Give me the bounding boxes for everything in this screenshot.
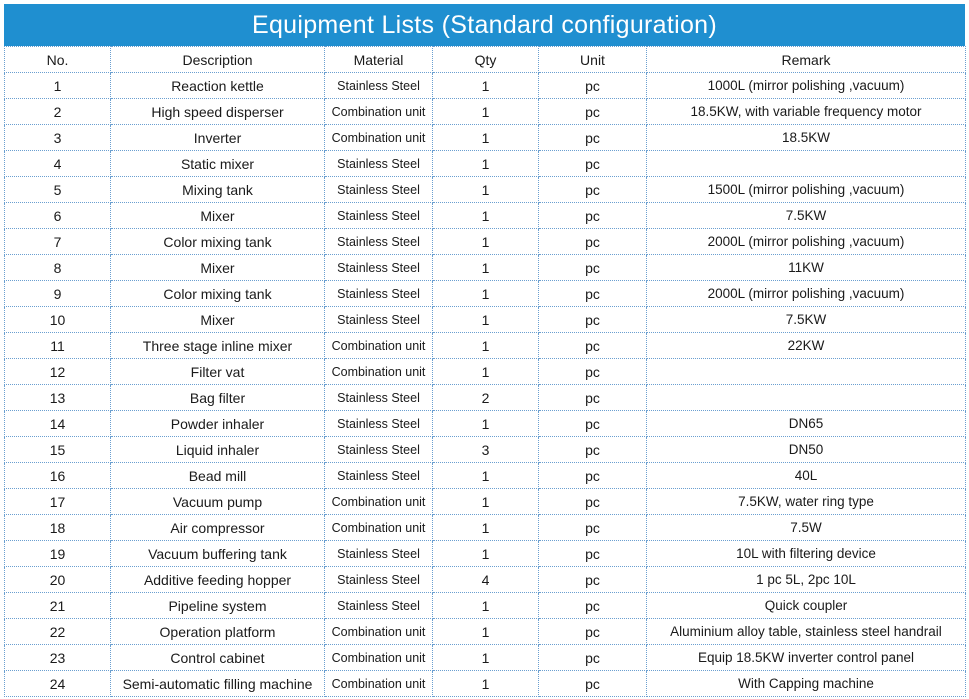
cell-unit: pc [539,125,647,151]
cell-unit: pc [539,385,647,411]
cell-material: Combination unit [325,619,433,645]
cell-remark: 7.5KW [647,203,966,229]
cell-qty: 1 [433,619,539,645]
cell-remark [647,385,966,411]
cell-unit: pc [539,411,647,437]
cell-qty: 1 [433,281,539,307]
cell-material: Stainless Steel [325,73,433,99]
table-header-row [5,47,966,73]
cell-remark: Equip 18.5KW inverter control panel [647,645,966,671]
cell-no: 13 [5,385,111,411]
cell-remark: Quick coupler [647,593,966,619]
cell-material: Combination unit [325,99,433,125]
table-row [5,593,966,619]
cell-remark: 1500L (mirror polishing ,vacuum) [647,177,966,203]
cell-unit: pc [539,307,647,333]
cell-description: Color mixing tank [111,281,325,307]
cell-unit: pc [539,281,647,307]
column-header-no: No. [5,47,111,73]
cell-no: 5 [5,177,111,203]
column-header-description: Description [111,47,325,73]
table-row [5,515,966,541]
cell-description: Static mixer [111,151,325,177]
cell-description: Filter vat [111,359,325,385]
equipment-table [4,46,966,697]
cell-unit: pc [539,73,647,99]
cell-no: 23 [5,645,111,671]
cell-qty: 1 [433,333,539,359]
cell-unit: pc [539,255,647,281]
cell-material: Combination unit [325,515,433,541]
table-row [5,541,966,567]
cell-remark: DN65 [647,411,966,437]
cell-no: 20 [5,567,111,593]
cell-unit: pc [539,593,647,619]
cell-qty: 1 [433,99,539,125]
cell-description: Bead mill [111,463,325,489]
cell-no: 7 [5,229,111,255]
cell-material: Stainless Steel [325,567,433,593]
cell-no: 19 [5,541,111,567]
cell-qty: 1 [433,255,539,281]
cell-no: 12 [5,359,111,385]
cell-remark: 18.5KW [647,125,966,151]
cell-remark: DN50 [647,437,966,463]
cell-material: Stainless Steel [325,463,433,489]
cell-material: Stainless Steel [325,385,433,411]
cell-unit: pc [539,333,647,359]
cell-qty: 1 [433,307,539,333]
cell-qty: 1 [433,671,539,697]
cell-description: Three stage inline mixer [111,333,325,359]
cell-material: Stainless Steel [325,229,433,255]
cell-qty: 1 [433,411,539,437]
cell-qty: 3 [433,437,539,463]
cell-unit: pc [539,645,647,671]
cell-description: Liquid inhaler [111,437,325,463]
cell-material: Stainless Steel [325,593,433,619]
column-header-unit: Unit [539,47,647,73]
cell-description: Bag filter [111,385,325,411]
cell-remark: With Capping machine [647,671,966,697]
cell-qty: 1 [433,593,539,619]
cell-unit: pc [539,619,647,645]
table-row [5,463,966,489]
cell-description: Vacuum pump [111,489,325,515]
cell-unit: pc [539,463,647,489]
table-row [5,281,966,307]
cell-no: 15 [5,437,111,463]
table-row [5,619,966,645]
cell-qty: 1 [433,203,539,229]
table-row [5,567,966,593]
cell-qty: 1 [433,515,539,541]
cell-unit: pc [539,359,647,385]
cell-description: Control cabinet [111,645,325,671]
table-row [5,99,966,125]
table-row [5,229,966,255]
cell-qty: 1 [433,645,539,671]
table-row [5,255,966,281]
cell-qty: 1 [433,541,539,567]
cell-remark: 2000L (mirror polishing ,vacuum) [647,229,966,255]
cell-description: Color mixing tank [111,229,325,255]
cell-no: 22 [5,619,111,645]
table-row [5,151,966,177]
cell-no: 11 [5,333,111,359]
table-row [5,203,966,229]
cell-material: Stainless Steel [325,151,433,177]
cell-remark [647,151,966,177]
table-row [5,307,966,333]
cell-no: 3 [5,125,111,151]
cell-qty: 1 [433,489,539,515]
cell-material: Stainless Steel [325,281,433,307]
cell-material: Combination unit [325,489,433,515]
page-title: Equipment Lists (Standard configuration) [4,4,965,46]
cell-material: Combination unit [325,645,433,671]
table-row [5,177,966,203]
cell-no: 1 [5,73,111,99]
column-header-remark: Remark [647,47,966,73]
table-row [5,411,966,437]
cell-qty: 1 [433,359,539,385]
cell-material: Combination unit [325,671,433,697]
cell-description: High speed disperser [111,99,325,125]
cell-unit: pc [539,489,647,515]
cell-description: Mixer [111,307,325,333]
cell-description: Inverter [111,125,325,151]
cell-remark: Aluminium alloy table, stainless steel handrail [647,619,966,645]
cell-material: Combination unit [325,333,433,359]
cell-no: 17 [5,489,111,515]
cell-no: 8 [5,255,111,281]
cell-qty: 4 [433,567,539,593]
cell-description: Semi-automatic filling machine [111,671,325,697]
cell-description: Powder inhaler [111,411,325,437]
cell-unit: pc [539,567,647,593]
table-row [5,489,966,515]
cell-remark: 2000L (mirror polishing ,vacuum) [647,281,966,307]
cell-description: Additive feeding hopper [111,567,325,593]
cell-qty: 1 [433,177,539,203]
cell-no: 21 [5,593,111,619]
table-row [5,385,966,411]
cell-remark: 1000L (mirror polishing ,vacuum) [647,73,966,99]
cell-remark: 1 pc 5L, 2pc 10L [647,567,966,593]
cell-unit: pc [539,671,647,697]
cell-remark: 7.5KW [647,307,966,333]
cell-unit: pc [539,437,647,463]
cell-unit: pc [539,229,647,255]
table-row [5,333,966,359]
cell-no: 2 [5,99,111,125]
cell-description: Operation platform [111,619,325,645]
table-row [5,645,966,671]
cell-material: Stainless Steel [325,541,433,567]
cell-remark: 18.5KW, with variable frequency motor [647,99,966,125]
cell-material: Combination unit [325,359,433,385]
cell-no: 16 [5,463,111,489]
cell-material: Stainless Steel [325,307,433,333]
cell-unit: pc [539,151,647,177]
cell-material: Stainless Steel [325,255,433,281]
cell-remark: 22KW [647,333,966,359]
cell-material: Stainless Steel [325,203,433,229]
cell-unit: pc [539,541,647,567]
cell-no: 18 [5,515,111,541]
cell-remark: 11KW [647,255,966,281]
cell-material: Stainless Steel [325,437,433,463]
cell-remark [647,359,966,385]
cell-qty: 1 [433,229,539,255]
cell-unit: pc [539,203,647,229]
cell-unit: pc [539,177,647,203]
cell-unit: pc [539,515,647,541]
table-row [5,73,966,99]
cell-remark: 40L [647,463,966,489]
cell-no: 9 [5,281,111,307]
cell-description: Mixer [111,255,325,281]
cell-qty: 1 [433,73,539,99]
cell-description: Vacuum buffering tank [111,541,325,567]
cell-description: Mixing tank [111,177,325,203]
cell-description: Mixer [111,203,325,229]
cell-no: 6 [5,203,111,229]
cell-no: 24 [5,671,111,697]
cell-description: Air compressor [111,515,325,541]
cell-no: 14 [5,411,111,437]
cell-description: Reaction kettle [111,73,325,99]
cell-material: Combination unit [325,125,433,151]
cell-material: Stainless Steel [325,411,433,437]
table-row [5,437,966,463]
cell-material: Stainless Steel [325,177,433,203]
cell-no: 10 [5,307,111,333]
table-row [5,125,966,151]
column-header-material: Material [325,47,433,73]
cell-qty: 1 [433,151,539,177]
column-header-qty: Qty [433,47,539,73]
table-row [5,671,966,697]
cell-unit: pc [539,99,647,125]
cell-remark: 10L with filtering device [647,541,966,567]
cell-qty: 2 [433,385,539,411]
cell-qty: 1 [433,463,539,489]
table-row [5,359,966,385]
cell-qty: 1 [433,125,539,151]
cell-no: 4 [5,151,111,177]
cell-remark: 7.5KW, water ring type [647,489,966,515]
cell-remark: 7.5W [647,515,966,541]
cell-description: Pipeline system [111,593,325,619]
